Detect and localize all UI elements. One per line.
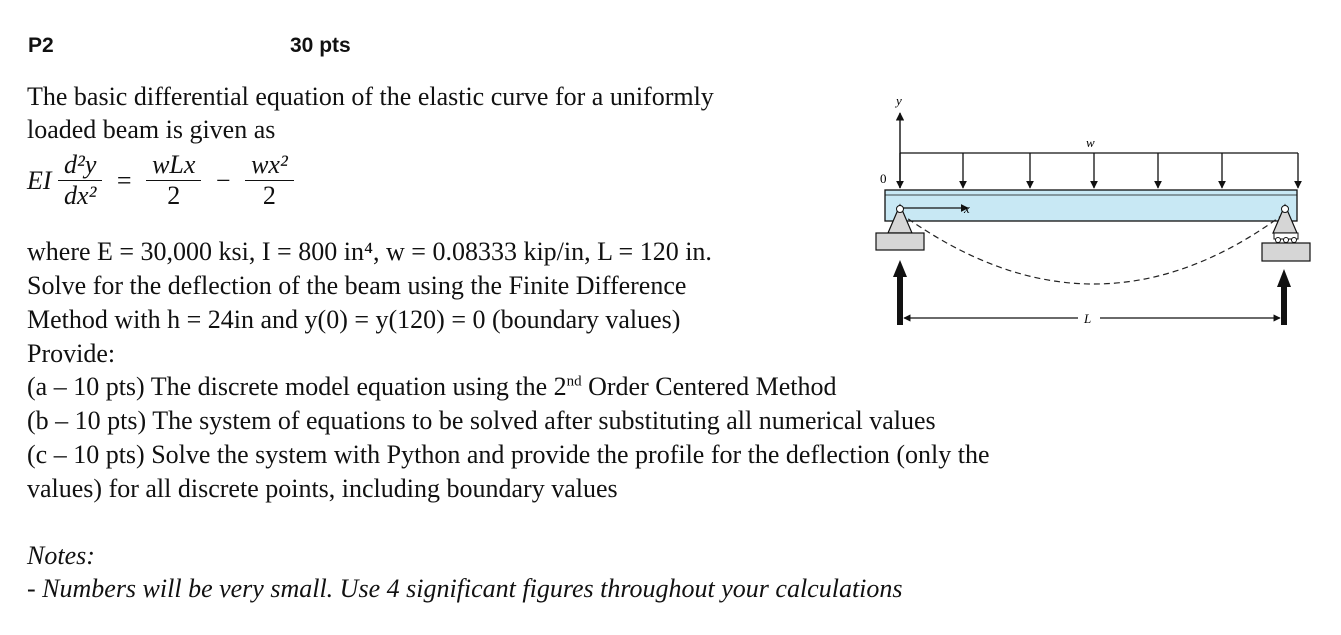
eq-term1-denominator: 2 [146, 180, 201, 211]
part-a-text: (a – 10 pts) The discrete model equation using the 2 [27, 372, 567, 401]
eq-term2-numerator: wx² [251, 150, 288, 179]
provide-label: Provide: [27, 339, 116, 368]
load-arrows [900, 153, 1298, 188]
eq-term1-fraction [146, 150, 201, 211]
problem-label: P2 [28, 34, 54, 57]
x-axis-label: x [964, 201, 970, 216]
load-label: w [1086, 135, 1095, 150]
notes-item-1: - Numbers will be very small. Use 4 significant figures throughout your calculations [27, 574, 903, 603]
part-a-superscript: nd [566, 373, 582, 390]
origin-label: 0 [880, 171, 887, 186]
eq-lhs-numerator: d²y [64, 150, 97, 179]
part-c-line-1: (c – 10 pts) Solve the system with Python and provide the profile for the deflection (only the [27, 440, 990, 469]
eq-lhs-fraction [58, 150, 102, 211]
intro-line-2: loaded beam is given as [27, 115, 276, 144]
eq-term1-numerator: wLx [152, 150, 196, 179]
part-b: (b – 10 pts) The system of equations to be solved after substituting all numerical values [27, 406, 936, 435]
span-label: L [1084, 311, 1092, 326]
intro-line-1: The basic differential equation of the elastic curve for a uniformly [27, 82, 714, 111]
reaction-arrows [893, 260, 1291, 325]
points-label: 30 pts [290, 34, 351, 57]
part-c-line-2: values) for all discrete points, including boundary values [27, 474, 618, 503]
eq-term2-denominator: 2 [245, 180, 294, 211]
solve-line-1: Solve for the deflection of the beam using the Finite Difference [27, 271, 687, 300]
differential-equation [27, 150, 294, 211]
part-a [27, 372, 836, 402]
y-axis-label: y [896, 93, 902, 108]
parameters-line: where E = 30,000 ksi, I = 800 in⁴, w = 0.08333 kip/in, L = 120 in. [27, 237, 712, 266]
eq-lhs-denominator: dx² [58, 180, 102, 211]
solve-line-2: Method with h = 24in and y(0) = y(120) = 0 (boundary values) [27, 305, 681, 334]
elastic-curve [900, 213, 1285, 284]
eq-lhs-coeff: EI [27, 165, 52, 195]
eq-minus: − [215, 165, 231, 195]
part-a-text-end: Order Centered Method [581, 372, 837, 401]
eq-equals: = [116, 165, 132, 195]
notes-title: Notes: [27, 541, 95, 570]
beam-diagram [860, 85, 1320, 335]
eq-term2-fraction [245, 150, 294, 211]
